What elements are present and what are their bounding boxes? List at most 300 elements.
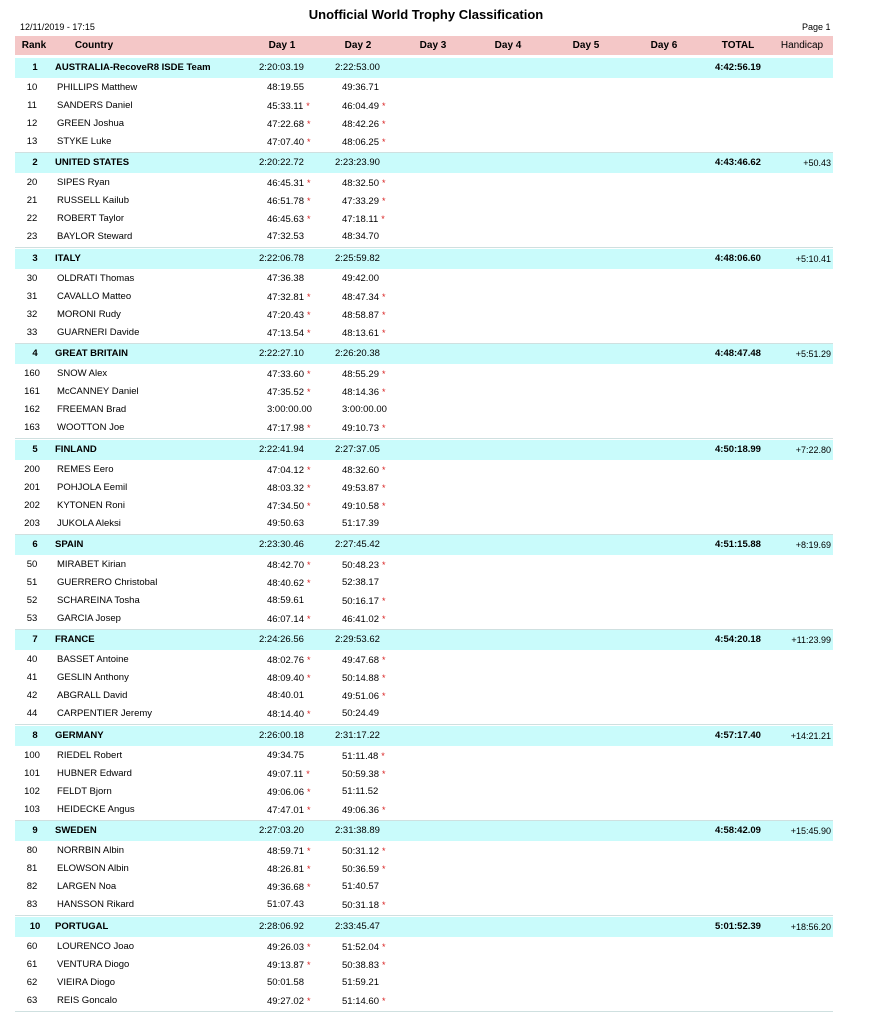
rider-day2-time-value: 3:00:00.00 bbox=[342, 403, 387, 415]
rider-day2-time bbox=[342, 842, 386, 861]
rider-bib: 160 bbox=[24, 367, 40, 379]
rider-day1-time-value: 46:45.63 bbox=[267, 213, 304, 225]
team-day1-time: 2:22:41.94 bbox=[259, 444, 304, 455]
team-rank: 4 bbox=[32, 348, 38, 359]
report-date: 12/11/2019 - 17:15 bbox=[20, 22, 95, 32]
rider-row bbox=[15, 401, 833, 419]
rider-day1-time bbox=[267, 270, 304, 288]
rider-day1-time-value: 46:45.31 bbox=[267, 177, 304, 189]
rider-bib: 30 bbox=[26, 272, 38, 284]
rider-day1-time-value: 47:13.54 bbox=[267, 327, 304, 339]
team-handicap: +5:51.29 bbox=[795, 349, 831, 359]
rider-day2-time bbox=[342, 365, 386, 384]
discarded-mark-icon: * bbox=[306, 804, 311, 815]
rider-day2-time bbox=[342, 651, 386, 670]
rider-bib: 161 bbox=[24, 385, 40, 397]
rider-day1-time-value: 51:07.43 bbox=[267, 898, 304, 910]
team-total-time: 4:48:47.48 bbox=[715, 348, 761, 359]
team-row bbox=[15, 726, 833, 746]
discarded-mark-icon: * bbox=[306, 654, 311, 665]
rider-day2-time-value: 49:10.58 bbox=[342, 500, 379, 512]
rider-day1-time-value: 50:01.58 bbox=[267, 976, 304, 988]
col-day2: Day 2 bbox=[344, 40, 372, 51]
rider-name: WOOTTON Joe bbox=[57, 421, 125, 433]
rider-name: CARPENTIER Jeremy bbox=[57, 707, 153, 719]
rider-day1-time-value: 3:00:00.00 bbox=[267, 403, 312, 415]
discarded-mark-icon: * bbox=[381, 368, 386, 379]
rider-day1-time-value: 49:26.03 bbox=[267, 941, 304, 953]
rider-bib: 44 bbox=[26, 707, 38, 719]
rider-day1-time-value: 47:20.43 bbox=[267, 309, 304, 321]
rider-name: JUKOLA Aleksi bbox=[57, 517, 121, 529]
rider-name: ABGRALL David bbox=[57, 689, 128, 701]
rider-name: BASSET Antoine bbox=[57, 653, 129, 665]
rider-day1-time-value: 48:40.01 bbox=[267, 689, 304, 701]
rider-day1-time bbox=[267, 651, 311, 670]
rider-bib: 50 bbox=[26, 558, 38, 570]
rider-row bbox=[15, 97, 833, 115]
team-rank: 10 bbox=[29, 921, 41, 932]
team-day1-time: 2:20:22.72 bbox=[259, 157, 304, 168]
discarded-mark-icon: * bbox=[381, 750, 385, 761]
rider-day2-time bbox=[342, 79, 379, 97]
discarded-mark-icon: * bbox=[381, 690, 386, 701]
team-day1-time: 2:20:03.19 bbox=[259, 62, 304, 73]
rider-day1-time-value: 46:51.78 bbox=[267, 195, 304, 207]
team-day1-time: 2:22:06.78 bbox=[259, 253, 304, 264]
rider-row bbox=[15, 365, 833, 383]
discarded-mark-icon: * bbox=[306, 291, 311, 302]
team-day1-time: 2:24:26.56 bbox=[259, 634, 304, 645]
discarded-mark-icon: * bbox=[306, 100, 310, 111]
rider-day2-time bbox=[342, 974, 379, 992]
rider-row bbox=[15, 479, 833, 497]
rider-day2-time-value: 48:47.34 bbox=[342, 291, 379, 303]
discarded-mark-icon: * bbox=[306, 368, 311, 379]
rider-day2-time bbox=[342, 324, 386, 343]
col-day5: Day 5 bbox=[572, 40, 600, 51]
rider-bib: 60 bbox=[26, 940, 38, 952]
rider-row bbox=[15, 497, 833, 515]
team-day2-time: 2:22:53.00 bbox=[335, 62, 380, 73]
team-handicap: +14:21.21 bbox=[790, 731, 831, 741]
rider-day1-time-value: 48:02.76 bbox=[267, 654, 304, 666]
rider-row bbox=[15, 133, 833, 151]
rider-bib: 202 bbox=[24, 499, 40, 511]
discarded-mark-icon: * bbox=[306, 422, 311, 433]
rider-day1-time-value: 47:17.98 bbox=[267, 422, 304, 434]
rider-day2-time-value: 50:36.59 bbox=[342, 863, 379, 875]
rider-bib: 13 bbox=[26, 135, 38, 147]
rider-bib: 33 bbox=[26, 326, 38, 338]
rider-day1-time-value: 45:33.11 bbox=[267, 100, 304, 112]
discarded-mark-icon: * bbox=[381, 136, 386, 147]
discarded-mark-icon: * bbox=[306, 136, 311, 147]
rider-row bbox=[15, 270, 833, 288]
rider-bib: 203 bbox=[24, 517, 40, 529]
rider-name: HUBNER Edward bbox=[57, 767, 132, 779]
rider-day2-time bbox=[342, 956, 386, 975]
rider-day1-time bbox=[267, 878, 311, 897]
rider-day2-time-value: 49:47.68 bbox=[342, 654, 379, 666]
rider-row bbox=[15, 210, 833, 228]
team-row bbox=[15, 249, 833, 269]
rider-day1-time bbox=[267, 556, 311, 575]
rider-row bbox=[15, 610, 833, 628]
rider-day2-time-value: 50:38.83 bbox=[342, 959, 379, 971]
team-handicap: +15:45.90 bbox=[790, 826, 831, 836]
discarded-mark-icon: * bbox=[381, 863, 386, 874]
rider-name: MORONI Rudy bbox=[57, 308, 121, 320]
rider-day1-time-value: 49:36.68 bbox=[267, 881, 304, 893]
rider-day2-time bbox=[342, 174, 386, 193]
discarded-mark-icon: * bbox=[306, 672, 311, 683]
rider-name: GUARNERI Davide bbox=[57, 326, 140, 338]
rider-row bbox=[15, 783, 833, 801]
rider-day2-time-value: 52:38.17 bbox=[342, 576, 379, 588]
rider-name: REMES Eero bbox=[57, 463, 114, 475]
rider-bib: 200 bbox=[24, 463, 40, 475]
rider-row bbox=[15, 878, 833, 896]
rider-name: MIRABET Kirian bbox=[57, 558, 126, 570]
rider-name: ELOWSON Albin bbox=[57, 862, 129, 874]
rider-row bbox=[15, 228, 833, 246]
rider-day2-time-value: 48:55.29 bbox=[342, 368, 379, 380]
rider-day2-time-value: 51:17.39 bbox=[342, 517, 379, 529]
discarded-mark-icon: * bbox=[306, 941, 311, 952]
rider-day1-time bbox=[267, 497, 311, 516]
rider-name: PHILLIPS Matthew bbox=[57, 81, 138, 93]
rider-bib: 20 bbox=[26, 176, 38, 188]
col-rank: Rank bbox=[21, 40, 47, 51]
rider-day1-time-value: 47:32.53 bbox=[267, 230, 304, 242]
rider-day2-time bbox=[342, 461, 386, 480]
rider-day1-time bbox=[267, 479, 311, 498]
rider-name: HEIDECKE Angus bbox=[57, 803, 135, 815]
discarded-mark-icon: * bbox=[381, 177, 386, 188]
rider-day2-time-value: 49:10.73 bbox=[342, 422, 379, 434]
rider-day1-time bbox=[267, 896, 304, 914]
rider-day2-time bbox=[342, 288, 386, 307]
rider-name: GESLIN Anthony bbox=[57, 671, 129, 683]
team-total-time: 4:58:42.09 bbox=[715, 825, 761, 836]
team-day1-time: 2:22:27.10 bbox=[259, 348, 304, 359]
rider-day2-time bbox=[342, 497, 386, 516]
discarded-mark-icon: * bbox=[381, 213, 385, 224]
rider-name: BAYLOR Steward bbox=[57, 230, 133, 242]
team-row bbox=[15, 58, 833, 78]
team-day2-time: 2:27:45.42 bbox=[335, 539, 380, 550]
team-divider bbox=[15, 438, 833, 439]
rider-row bbox=[15, 651, 833, 669]
team-rank: 6 bbox=[32, 539, 38, 550]
rider-bib: 42 bbox=[26, 689, 38, 701]
team-day2-time: 2:25:59.82 bbox=[335, 253, 380, 264]
discarded-mark-icon: * bbox=[381, 195, 386, 206]
team-total-time: 4:54:20.18 bbox=[715, 634, 761, 645]
rider-day1-time bbox=[267, 687, 304, 705]
rider-day1-time bbox=[267, 174, 311, 193]
rider-bib: 81 bbox=[26, 862, 38, 874]
team-name: AUSTRALIA-RecoveR8 ISDE Team bbox=[55, 62, 211, 73]
rider-day1-time-value: 47:36.38 bbox=[267, 272, 304, 284]
rider-day2-time-value: 51:14.60 bbox=[342, 995, 379, 1007]
rider-day2-time-value: 48:13.61 bbox=[342, 327, 379, 339]
rider-day2-time bbox=[342, 610, 386, 629]
discarded-mark-icon: * bbox=[381, 941, 386, 952]
rider-row bbox=[15, 801, 833, 819]
team-name: GREAT BRITAIN bbox=[55, 348, 129, 359]
team-total-time: 4:48:06.60 bbox=[715, 253, 761, 264]
rider-day1-time bbox=[267, 461, 311, 480]
team-total-time: 4:43:46.62 bbox=[715, 157, 761, 168]
team-row bbox=[15, 344, 833, 364]
discarded-mark-icon: * bbox=[306, 327, 311, 338]
rider-day1-time bbox=[267, 365, 311, 384]
rider-name: VENTURA Diogo bbox=[57, 958, 130, 970]
rider-name: LARGEN Noa bbox=[57, 880, 117, 892]
discarded-mark-icon: * bbox=[306, 500, 311, 511]
rider-bib: 103 bbox=[24, 803, 40, 815]
discarded-mark-icon: * bbox=[306, 708, 311, 719]
team-total-time: 4:51:15.88 bbox=[715, 539, 761, 550]
discarded-mark-icon: * bbox=[381, 672, 386, 683]
team-rank: 1 bbox=[32, 62, 38, 73]
rider-row bbox=[15, 938, 833, 956]
rider-day1-time-value: 49:07.11 bbox=[267, 768, 304, 780]
rider-bib: 83 bbox=[26, 898, 38, 910]
rider-name: POHJOLA Eemil bbox=[57, 481, 128, 493]
team-handicap: +11:23.99 bbox=[791, 635, 831, 645]
rider-name: NORRBIN Albin bbox=[57, 844, 125, 856]
team-day2-time: 2:31:17.22 bbox=[335, 730, 380, 741]
team-handicap: +8:19.69 bbox=[795, 540, 831, 550]
rider-name: SNOW Alex bbox=[57, 367, 108, 379]
discarded-mark-icon: * bbox=[381, 768, 386, 779]
rider-day1-time bbox=[267, 419, 311, 438]
rider-day2-time bbox=[342, 765, 386, 784]
rider-day2-time-value: 50:24.49 bbox=[342, 707, 379, 719]
rider-name: ROBERT Taylor bbox=[57, 212, 125, 224]
rider-row bbox=[15, 288, 833, 306]
rider-day2-time-value: 46:04.49 bbox=[342, 100, 379, 112]
rider-row bbox=[15, 860, 833, 878]
rider-day1-time bbox=[267, 288, 311, 307]
rider-name: GUERRERO Christobal bbox=[57, 576, 158, 588]
rider-day1-time bbox=[267, 210, 311, 229]
rider-day1-time-value: 46:07.14 bbox=[267, 613, 304, 625]
discarded-mark-icon: * bbox=[306, 845, 311, 856]
col-country: Country bbox=[74, 40, 114, 51]
team-day2-time: 2:31:38.89 bbox=[335, 825, 380, 836]
rider-bib: 163 bbox=[24, 421, 40, 433]
rider-day1-time bbox=[267, 956, 311, 975]
team-divider bbox=[15, 1011, 833, 1012]
team-row bbox=[15, 535, 833, 555]
col-day3: Day 3 bbox=[419, 40, 447, 51]
rider-day2-time bbox=[342, 574, 379, 592]
rider-day1-time bbox=[267, 79, 304, 97]
rider-row bbox=[15, 687, 833, 705]
discarded-mark-icon: * bbox=[381, 422, 386, 433]
rider-row bbox=[15, 461, 833, 479]
rider-bib: 10 bbox=[26, 81, 38, 93]
discarded-mark-icon: * bbox=[306, 213, 311, 224]
rider-day1-time bbox=[267, 592, 304, 610]
rider-bib: 32 bbox=[26, 308, 38, 320]
rider-day1-time-value: 49:50.63 bbox=[267, 517, 304, 529]
rider-day1-time-value: 48:14.40 bbox=[267, 708, 304, 720]
team-total-time: 4:57:17.40 bbox=[715, 730, 761, 741]
rider-name: LOURENCO Joao bbox=[57, 940, 135, 952]
rider-day2-time bbox=[342, 192, 386, 211]
rider-day1-time-value: 48:19.55 bbox=[267, 81, 304, 93]
rider-day1-time-value: 48:26.81 bbox=[267, 863, 304, 875]
discarded-mark-icon: * bbox=[306, 995, 311, 1006]
rider-day1-time bbox=[267, 705, 311, 724]
team-day1-time: 2:26:00.18 bbox=[259, 730, 304, 741]
rider-day1-time bbox=[267, 765, 310, 784]
team-rank: 8 bbox=[32, 730, 38, 741]
rider-bib: 82 bbox=[26, 880, 38, 892]
rider-day2-time bbox=[342, 419, 386, 438]
discarded-mark-icon: * bbox=[306, 881, 311, 892]
rider-day2-time bbox=[342, 556, 386, 575]
rider-row bbox=[15, 556, 833, 574]
discarded-mark-icon: * bbox=[306, 959, 311, 970]
rider-day1-time bbox=[267, 383, 311, 402]
rider-row bbox=[15, 669, 833, 687]
rider-day2-time-value: 48:32.60 bbox=[342, 464, 379, 476]
rider-day1-time bbox=[267, 97, 310, 116]
rider-day2-time-value: 50:31.18 bbox=[342, 899, 379, 911]
team-rank: 2 bbox=[32, 157, 38, 168]
rider-day1-time bbox=[267, 192, 311, 211]
rider-day2-time bbox=[342, 896, 386, 915]
rider-day2-time-value: 51:52.04 bbox=[342, 941, 379, 953]
team-day2-time: 2:33:45.47 bbox=[335, 921, 380, 932]
rider-bib: 52 bbox=[26, 594, 38, 606]
rider-bib: 61 bbox=[26, 958, 38, 970]
team-total-time: 4:42:56.19 bbox=[715, 62, 761, 73]
rider-day1-time bbox=[267, 974, 304, 992]
rider-day2-time-value: 51:59.21 bbox=[342, 976, 379, 988]
rider-day2-time bbox=[342, 401, 387, 419]
discarded-mark-icon: * bbox=[381, 613, 386, 624]
rider-day1-time-value: 47:34.50 bbox=[267, 500, 304, 512]
page-title: Unofficial World Trophy Classification bbox=[308, 7, 544, 22]
rider-day2-time-value: 47:18.11 bbox=[342, 213, 379, 225]
rider-row bbox=[15, 515, 833, 533]
rider-name: RUSSELL Kailub bbox=[57, 194, 129, 206]
rider-day1-time bbox=[267, 842, 311, 861]
rider-day2-time bbox=[342, 210, 385, 229]
rider-name: KYTONEN Roni bbox=[57, 499, 125, 511]
discarded-mark-icon: * bbox=[381, 595, 386, 606]
rider-day1-time-value: 49:06.06 bbox=[267, 786, 304, 798]
team-name: GERMANY bbox=[55, 730, 104, 741]
discarded-mark-icon: * bbox=[306, 309, 311, 320]
team-day1-time: 2:23:30.46 bbox=[259, 539, 304, 550]
team-divider bbox=[15, 247, 833, 248]
discarded-mark-icon: * bbox=[381, 500, 386, 511]
rider-name: VIEIRA Diogo bbox=[57, 976, 116, 988]
rider-day2-time bbox=[342, 592, 386, 611]
team-name: ITALY bbox=[55, 253, 81, 264]
rider-day2-time bbox=[342, 228, 379, 246]
rider-bib: 21 bbox=[26, 194, 38, 206]
discarded-mark-icon: * bbox=[306, 577, 311, 588]
rider-day2-time-value: 49:36.71 bbox=[342, 81, 379, 93]
team-row bbox=[15, 917, 833, 937]
team-divider bbox=[15, 915, 833, 916]
rider-day2-time-value: 47:33.29 bbox=[342, 195, 379, 207]
rider-name: OLDRATI Thomas bbox=[57, 272, 135, 284]
discarded-mark-icon: * bbox=[381, 482, 386, 493]
discarded-mark-icon: * bbox=[306, 863, 311, 874]
rider-bib: 100 bbox=[24, 749, 40, 761]
team-day2-time: 2:27:37.05 bbox=[335, 444, 380, 455]
page-number: Page 1 bbox=[802, 22, 831, 32]
rider-day1-time-value: 48:59.61 bbox=[267, 594, 304, 606]
rider-day2-time-value: 51:11.48 bbox=[342, 750, 379, 762]
rider-day1-time-value: 47:22.68 bbox=[267, 118, 304, 130]
rider-day2-time-value: 48:06.25 bbox=[342, 136, 379, 148]
rider-day1-time-value: 48:59.71 bbox=[267, 845, 304, 857]
rider-bib: 162 bbox=[24, 403, 40, 415]
rider-day2-time bbox=[342, 747, 385, 766]
rider-day1-time-value: 47:47.01 bbox=[267, 804, 304, 816]
team-handicap: +50.43 bbox=[803, 158, 831, 168]
team-day2-time: 2:23:23.90 bbox=[335, 157, 380, 168]
discarded-mark-icon: * bbox=[381, 959, 386, 970]
discarded-mark-icon: * bbox=[381, 386, 386, 397]
rider-bib: 40 bbox=[26, 653, 38, 665]
rider-day1-time-value: 48:42.70 bbox=[267, 559, 304, 571]
rider-day2-time bbox=[342, 479, 386, 498]
rider-day1-time bbox=[267, 860, 311, 879]
discarded-mark-icon: * bbox=[306, 613, 311, 624]
rider-day1-time bbox=[267, 228, 304, 246]
rider-day1-time bbox=[267, 610, 311, 629]
rider-row bbox=[15, 992, 833, 1010]
discarded-mark-icon: * bbox=[381, 100, 386, 111]
rider-name: GREEN Joshua bbox=[57, 117, 125, 129]
rider-name: HANSSON Rikard bbox=[57, 898, 135, 910]
rider-name: STYKE Luke bbox=[57, 135, 112, 147]
rider-row bbox=[15, 974, 833, 992]
discarded-mark-icon: * bbox=[306, 786, 311, 797]
rider-day2-time-value: 48:32.50 bbox=[342, 177, 379, 189]
rider-bib: 11 bbox=[27, 99, 37, 111]
discarded-mark-icon: * bbox=[381, 464, 386, 475]
rider-row bbox=[15, 705, 833, 723]
rider-day2-time-value: 48:42.26 bbox=[342, 118, 379, 130]
rider-day1-time bbox=[267, 133, 311, 152]
discarded-mark-icon: * bbox=[381, 899, 386, 910]
team-total-time: 4:50:18.99 bbox=[715, 444, 761, 455]
rider-day1-time bbox=[267, 324, 311, 343]
rider-row bbox=[15, 324, 833, 342]
discarded-mark-icon: * bbox=[381, 559, 386, 570]
rider-day2-time bbox=[342, 938, 386, 957]
rider-day1-time-value: 47:35.52 bbox=[267, 386, 304, 398]
rider-name: SIPES Ryan bbox=[57, 176, 110, 188]
rider-name: GARCIA Josep bbox=[57, 612, 121, 624]
rider-name: RIEDEL Robert bbox=[57, 749, 123, 761]
rider-row bbox=[15, 383, 833, 401]
rider-day1-time bbox=[267, 515, 304, 533]
